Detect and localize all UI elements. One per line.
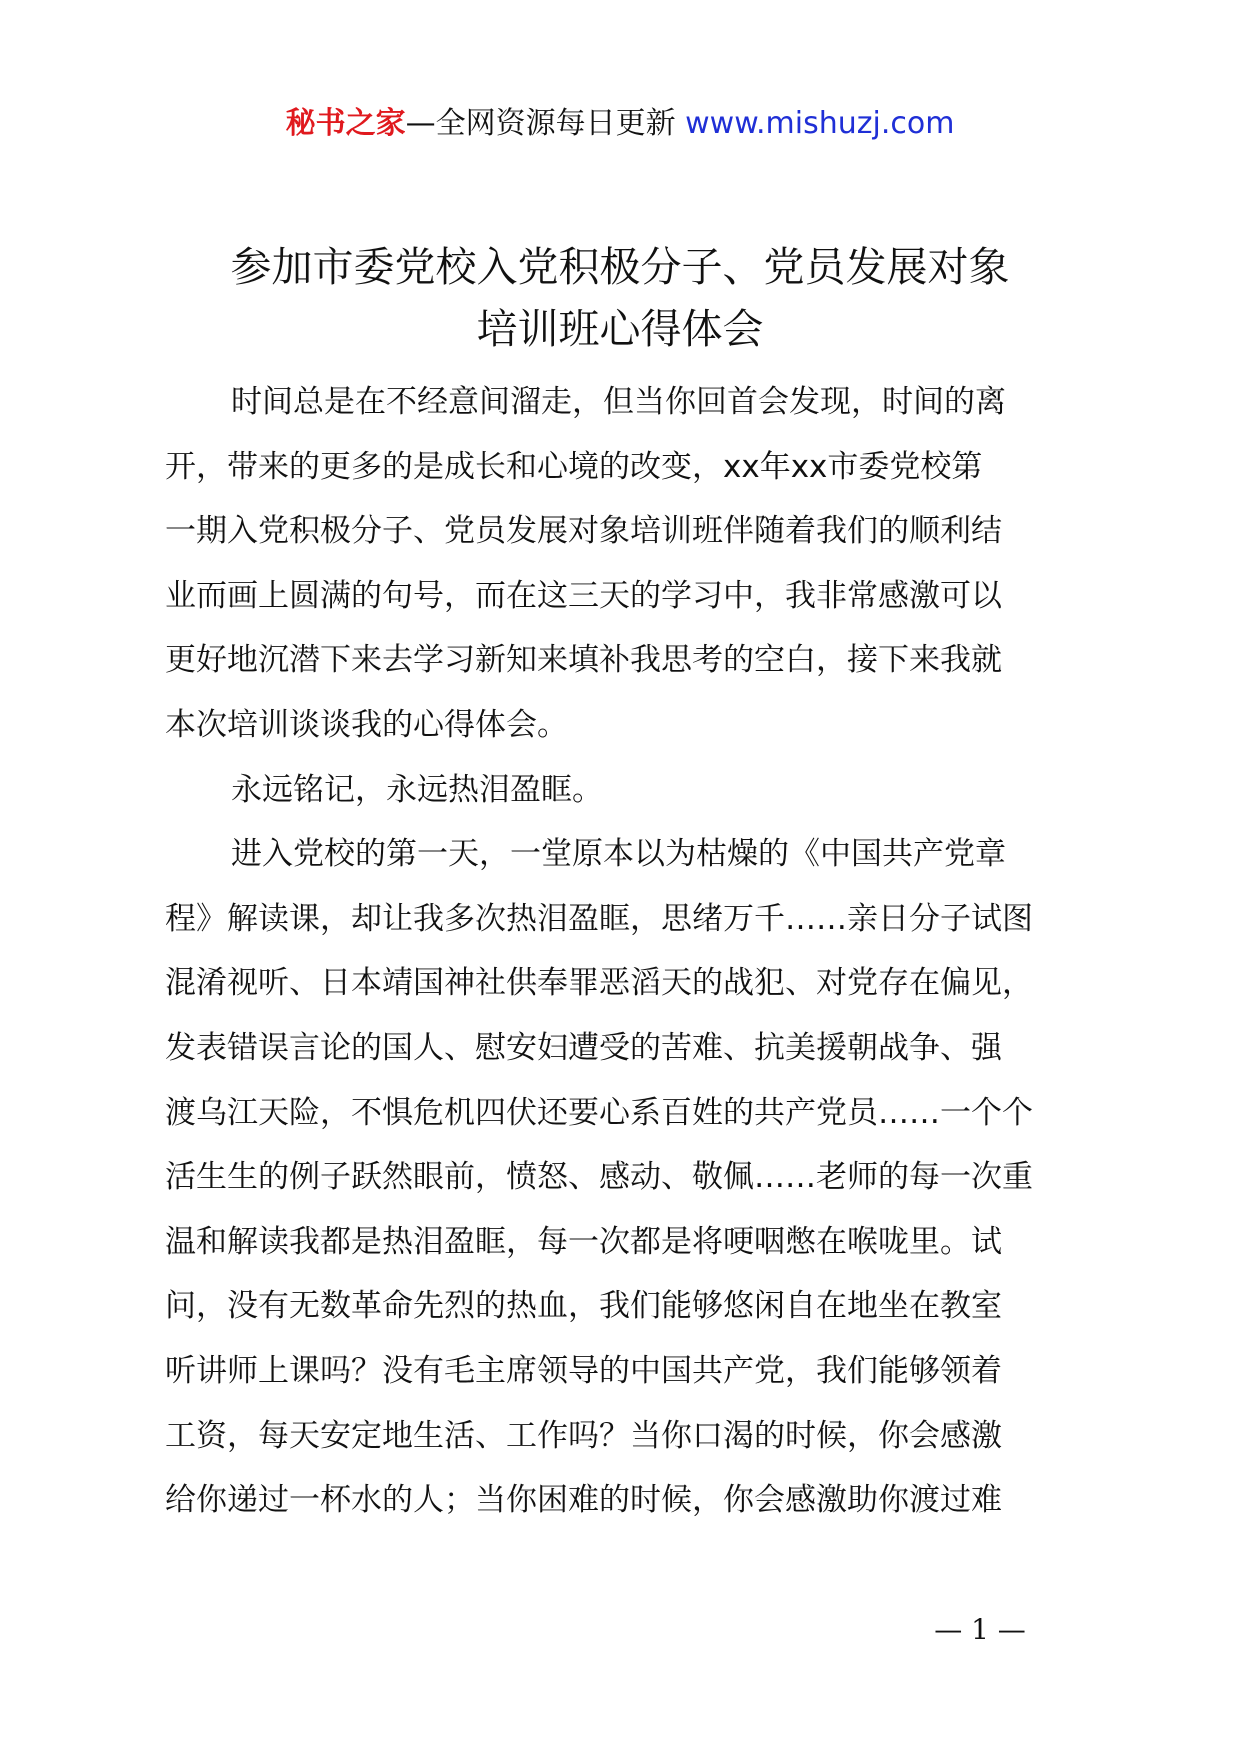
text-line: 本次培训谈谈我的心得体会。 [165,706,568,743]
title-line: 培训班心得体会 [476,305,764,353]
text-line: 渡乌江天险，不惧危机四伏还要心系百姓的共产党员……一个个 [165,1094,1033,1131]
text-line: 进入党校的第一天，一堂原本以为枯燥的《中国共产党章 [231,836,1006,873]
text-line: 问，没有无数革命先烈的热血，我们能够悠闲自在地坐在教室 [165,1288,1002,1325]
text-line: 永远铭记，永远热泪盈眶。 [231,771,603,808]
text-line: 混淆视听、日本靖国神社供奉罪恶滔天的战犯、对党存在偏见， [165,965,1033,1002]
text-line: 发表错误言论的国人、慰安妇遭受的苦难、抗美援朝战争、强 [165,1029,1002,1066]
text-line: 更好地沉潜下来去学习新知来填补我思考的空白，接下来我就 [165,642,1002,679]
text-line: 程》解读课，却让我多次热泪盈眶，思绪万千……亲日分子试图 [165,900,1033,937]
paragraph [165,758,1085,823]
text-line: 活生生的例子跃然眼前，愤怒、感动、敬佩……老师的每一次重 [165,1159,1033,1196]
document-body [165,370,1085,1533]
text-line: 一期入党积极分子、党员发展对象培训班伴随着我们的顺利结 [165,513,1002,550]
title-line: 参加市委党校入党积极分子、党员发展对象 [230,243,1010,291]
text-line: 业而画上圆满的句号，而在这三天的学习中，我非常感激可以 [165,577,1002,614]
page-number: — 1 — [934,1613,1026,1646]
text-line: 给你递过一杯水的人；当你困难的时候，你会感激助你渡过难 [165,1482,1002,1519]
text-line: 开，带来的更多的是成长和心境的改变，xx年xx市委党校第 [165,448,983,485]
text-line: 听讲师上课吗？没有毛主席领导的中国共产党，我们能够领着 [165,1352,1002,1389]
site-brand: 秘书之家 [285,106,406,141]
site-tagline: —全网资源每日更新 [405,106,686,141]
text-line: 温和解读我都是热泪盈眶，每一次都是将哽咽憋在喉咙里。试 [165,1223,1002,1260]
site-header [0,100,1240,148]
text-line: 时间总是在不经意间溜走，但当你回首会发现，时间的离 [231,384,1006,420]
text-line: 工资，每天安定地生活、工作吗？当你口渴的时候，你会感激 [165,1417,1002,1454]
paragraph [165,370,1085,758]
document-title [140,236,1100,360]
paragraph [165,822,1085,1533]
site-url: www.mishuzj.com [685,106,955,141]
